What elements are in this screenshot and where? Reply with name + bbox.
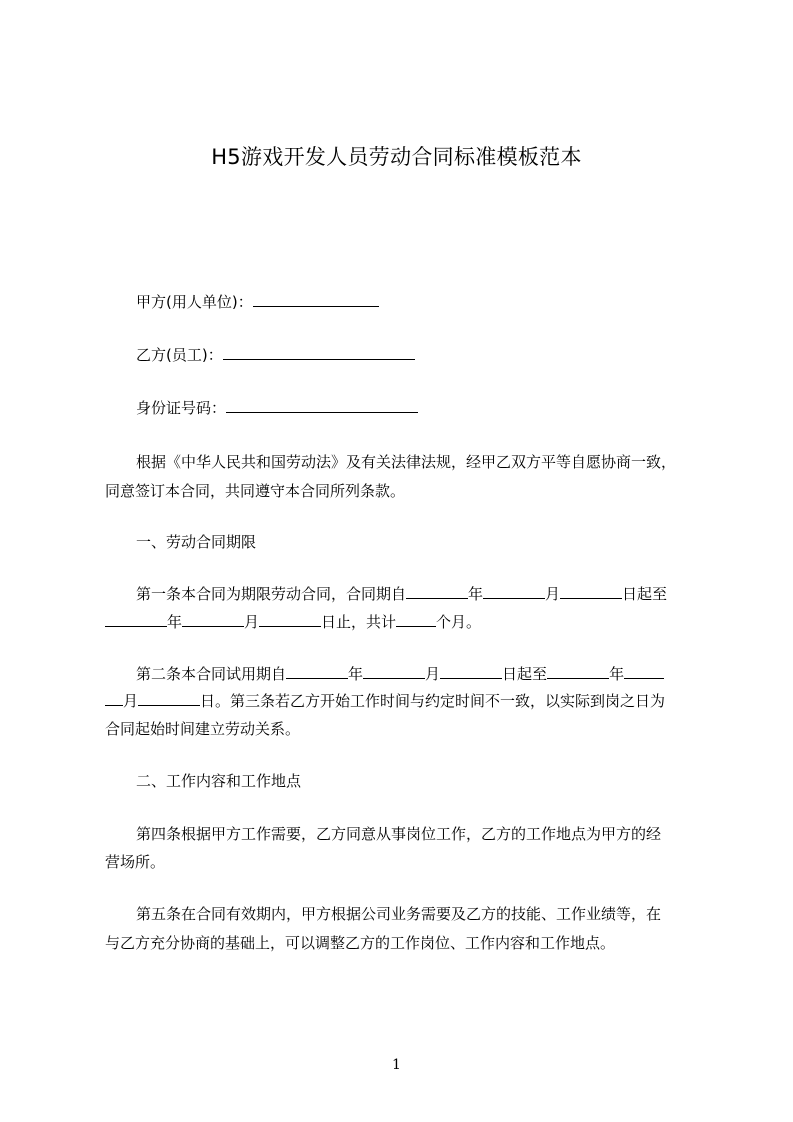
blank [396, 612, 436, 627]
blank [286, 664, 348, 679]
article-4-line-1: 第四条根据甲方工作需要，乙方同意从事岗位工作，乙方的工作地点为甲方的经 [136, 825, 662, 843]
preamble-line-2: 同意签订本合同，共同遵守本合同所列条款。 [105, 482, 406, 500]
day-start-label: 日起至 [622, 585, 668, 603]
article-2-line-1 [136, 664, 664, 684]
article-4-line-2: 营场所。 [105, 853, 166, 871]
party-b-blank [223, 345, 415, 360]
id-number-line [136, 398, 418, 418]
month-label: 月 [244, 613, 260, 631]
article-1-line-1 [136, 584, 667, 604]
blank [182, 612, 244, 627]
year-label: 年 [167, 613, 183, 631]
article-2-line-3: 合同起始时间建立劳动关系。 [105, 720, 301, 738]
party-b-label: 乙方(员工)： [136, 346, 223, 364]
article-2-line-2 [105, 691, 665, 711]
page-title: H5游戏开发人员劳动合同标准模板范本 [211, 145, 582, 169]
year-label: 年 [468, 585, 484, 603]
section-2-heading: 二、工作内容和工作地点 [136, 772, 302, 790]
party-a-blank [253, 292, 379, 307]
blank [560, 584, 622, 599]
party-a-label: 甲方(用人单位)： [136, 293, 253, 311]
section-1-heading: 一、劳动合同期限 [136, 533, 257, 551]
year-label: 年 [348, 665, 364, 683]
article-1-text: 第一条本合同为期限劳动合同，合同期自 [136, 585, 407, 603]
blank [105, 612, 167, 627]
article-3-text: 日。第三条若乙方开始工作时间与约定时间不一致，以实际到岗之日为 [200, 692, 666, 710]
day-start-label: 日起至 [502, 665, 548, 683]
month-label: 月 [425, 665, 441, 683]
page-number: 1 [392, 1057, 401, 1073]
blank [363, 664, 425, 679]
month-label: 月 [123, 692, 139, 710]
preamble-line-1: 根据《中华人民共和国劳动法》及有关法律法规，经甲乙双方平等自愿协商一致， [136, 453, 677, 471]
article-2-text: 第二条本合同试用期自 [136, 665, 287, 683]
party-a-line [136, 292, 379, 312]
id-number-blank [226, 398, 418, 413]
blank [259, 612, 321, 627]
year-label: 年 [609, 665, 625, 683]
blank [624, 664, 664, 679]
blank [547, 664, 609, 679]
blank [406, 584, 468, 599]
article-5-line-1: 第五条在合同有效期内，甲方根据公司业务需要及乙方的技能、工作业绩等，在 [136, 905, 662, 923]
day-end-label: 日止，共计 [321, 613, 397, 631]
id-number-label: 身份证号码： [136, 399, 227, 417]
article-1-line-2 [105, 612, 481, 632]
blank [105, 691, 123, 706]
blank [440, 664, 502, 679]
article-5-line-2: 与乙方充分协商的基础上，可以调整乙方的工作岗位、工作内容和工作地点。 [105, 934, 616, 952]
months-label: 个月。 [436, 613, 482, 631]
blank [138, 691, 200, 706]
blank [483, 584, 545, 599]
party-b-line [136, 345, 415, 365]
month-label: 月 [545, 585, 561, 603]
